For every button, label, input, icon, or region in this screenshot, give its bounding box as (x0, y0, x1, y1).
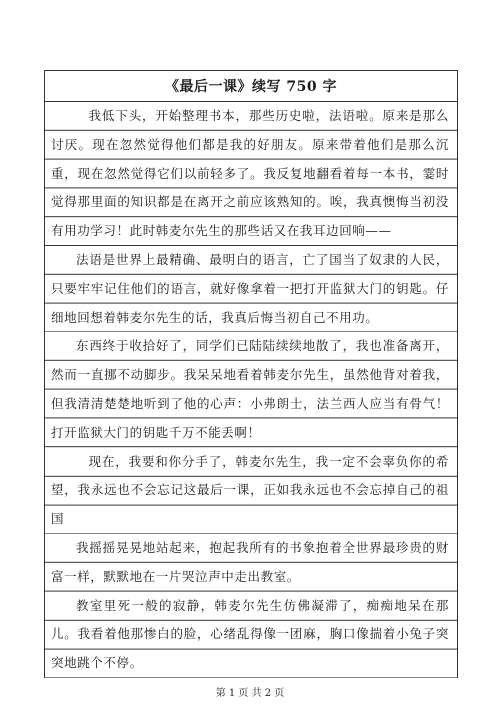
paragraph-5: 我摇摇晃晃地站起来，抱起我所有的书象抱着全世界最珍贵的财富一样，默默地在一片哭泣声中走出教室。 (45, 534, 457, 592)
paragraph-4: 现在，我要和你分手了，韩麦尔先生，我一定不会辜负你的希望，我永远也不会忘记这最后一课，正如我永远也不会忘掉自己的祖国 (45, 448, 457, 534)
paragraph-2: 法语是世界上最精确、最明白的语言，亡了国当了奴隶的人民，只要牢牢记住他们的语言，就好像拿着一把打开监狱大门的钥匙。仔细地回想着韩麦尔先生的话，我真后悔当初自己不用功。 (45, 246, 457, 332)
page-number: 第 1 页 共 2 页 (215, 688, 285, 699)
paragraph-3: 东西终于收拾好了，同学们已陆陆续续地散了，我也准备离开，然而一直挪不动脚步。我呆呆地看着韩麦尔先生，虽然他背对着我，但我清清楚楚地听到了他的心声：小弗朗士，法兰西人应当有骨气！打开监狱大门的钥匙千万不能丢啊！ (45, 332, 457, 447)
paragraph-6: 教室里死一般的寂静，韩麦尔先生仿佛凝滞了，痴痴地呆在那儿。我看着他那惨白的脸，心绪乱得像一团麻，胸口像揣着小兔子突突地跳个不停。 (45, 592, 457, 678)
document-title: 《最后一课》续写 750 字 (45, 71, 457, 102)
composition-grid (44, 70, 458, 678)
paragraph-1: 我低下头，开始整理书本，那些历史啦，法语啦。原来是那么讨厌。现在忽然觉得他们都是我的好朋友。原来带着他们是那么沉重，现在忽然觉得它们以前轻多了。我反复地翻看着每一本书，霎时觉得那里面的知识都是在离开之前应该熟知的。唉，我真懊悔当初没有用功学习！此时韩麦尔先生的那些话又在我耳边回响—— (45, 102, 457, 246)
